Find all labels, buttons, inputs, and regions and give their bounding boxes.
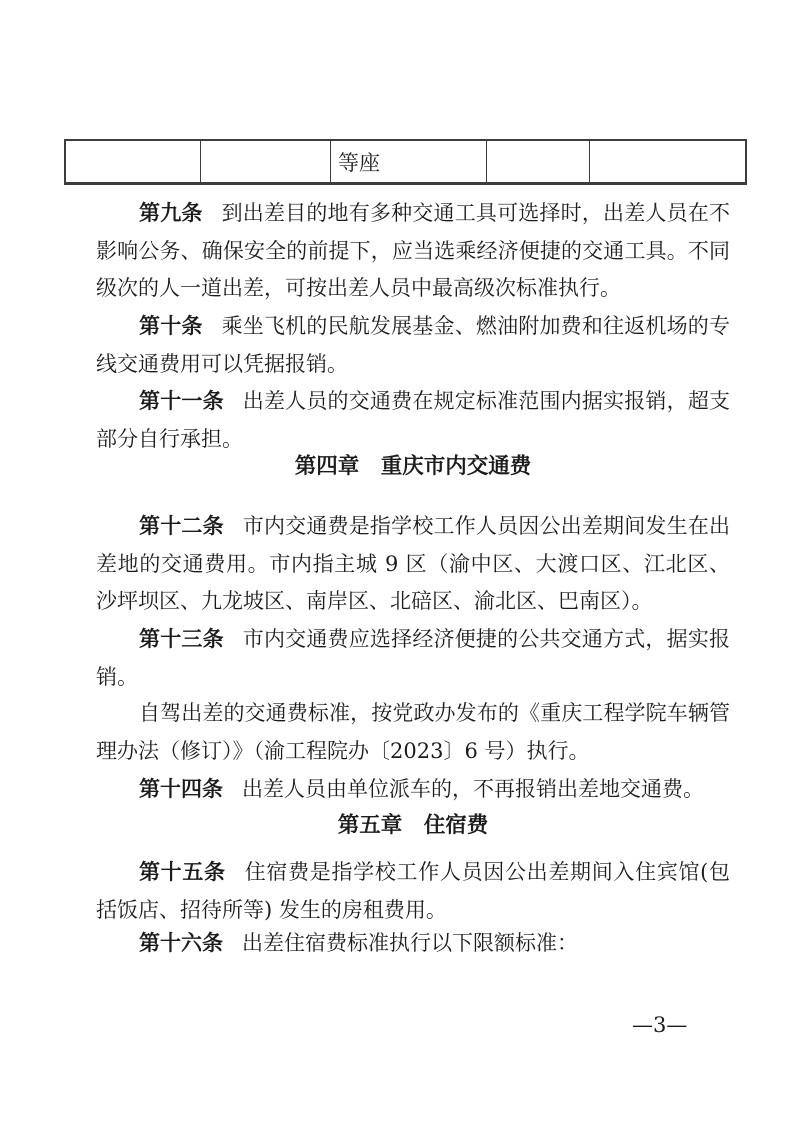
table-fragment xyxy=(64,139,747,185)
article-13-paragraph xyxy=(96,620,730,696)
article-15-label: 第十五条 xyxy=(139,859,226,884)
article-9-paragraph xyxy=(96,194,730,308)
table-cell-1 xyxy=(65,140,201,184)
table-cell-seat-class: 等座 xyxy=(331,140,487,184)
article-11-paragraph xyxy=(96,382,730,458)
table-cell-2 xyxy=(201,140,331,184)
self-drive-text: 自驾出差的交通费标准，按党政办发布的《重庆工程学院车辆管理办法（修订）》（渝工程院办〔2023〕6 号）执行。 xyxy=(96,701,730,763)
article-12-text: 市内交通费是指学校工作人员因公出差期间发生在出差地的交通费用。市内指主城 9 区（渝中区、大渡口区、江北区、沙坪坝区、九龙坡区、南岸区、北碚区、渝北区、巴南区）。 xyxy=(96,514,731,614)
article-11-label: 第十一条 xyxy=(139,388,224,413)
article-10-paragraph xyxy=(96,307,730,383)
article-13-label: 第十三条 xyxy=(139,626,224,651)
article-14-paragraph xyxy=(96,770,730,809)
article-10-label: 第十条 xyxy=(139,313,203,338)
table-row xyxy=(65,140,746,184)
table-cell-5 xyxy=(590,140,747,184)
article-13-text: 市内交通费应选择经济便捷的公共交通方式，据实报销。 xyxy=(96,627,731,689)
article-10-text: 乘坐飞机的民航发展基金、燃油附加费和往返机场的专线交通费用可以凭据报销。 xyxy=(96,314,730,376)
self-drive-paragraph xyxy=(96,695,730,770)
page-number: —3— xyxy=(632,1013,688,1037)
article-9-label: 第九条 xyxy=(139,200,203,225)
article-15-paragraph xyxy=(96,853,730,929)
table-cell-4 xyxy=(487,140,590,184)
article-16-label: 第十六条 xyxy=(139,930,223,955)
article-16-paragraph xyxy=(96,924,730,963)
article-16-text: 出差住宿费标准执行以下限额标准： xyxy=(242,931,578,955)
article-11-text: 出差人员的交通费在规定标准范围内据实报销，超支部分自行承担。 xyxy=(96,389,731,451)
article-14-label: 第十四条 xyxy=(139,776,223,801)
article-12-label: 第十二条 xyxy=(139,513,224,538)
article-9-text: 到出差目的地有多种交通工具可选择时，出差人员在不影响公务、确保安全的前提下，应当选乘经济便捷的交通工具。不同级次的人一道出差，可按出差人员中最高级次标准执行。 xyxy=(96,201,730,301)
article-15-text: 住宿费是指学校工作人员因公出差期间入住宾馆(包括饭店、招待所等) 发生的房租费用。 xyxy=(96,860,730,922)
article-12-paragraph xyxy=(96,507,730,621)
article-14-text: 出差人员由单位派车的，不再报销出差地交通费。 xyxy=(242,777,704,801)
chapter-4-heading: 第四章 重庆市内交通费 xyxy=(294,454,532,479)
chapter-5-heading: 第五章 住宿费 xyxy=(337,813,489,838)
